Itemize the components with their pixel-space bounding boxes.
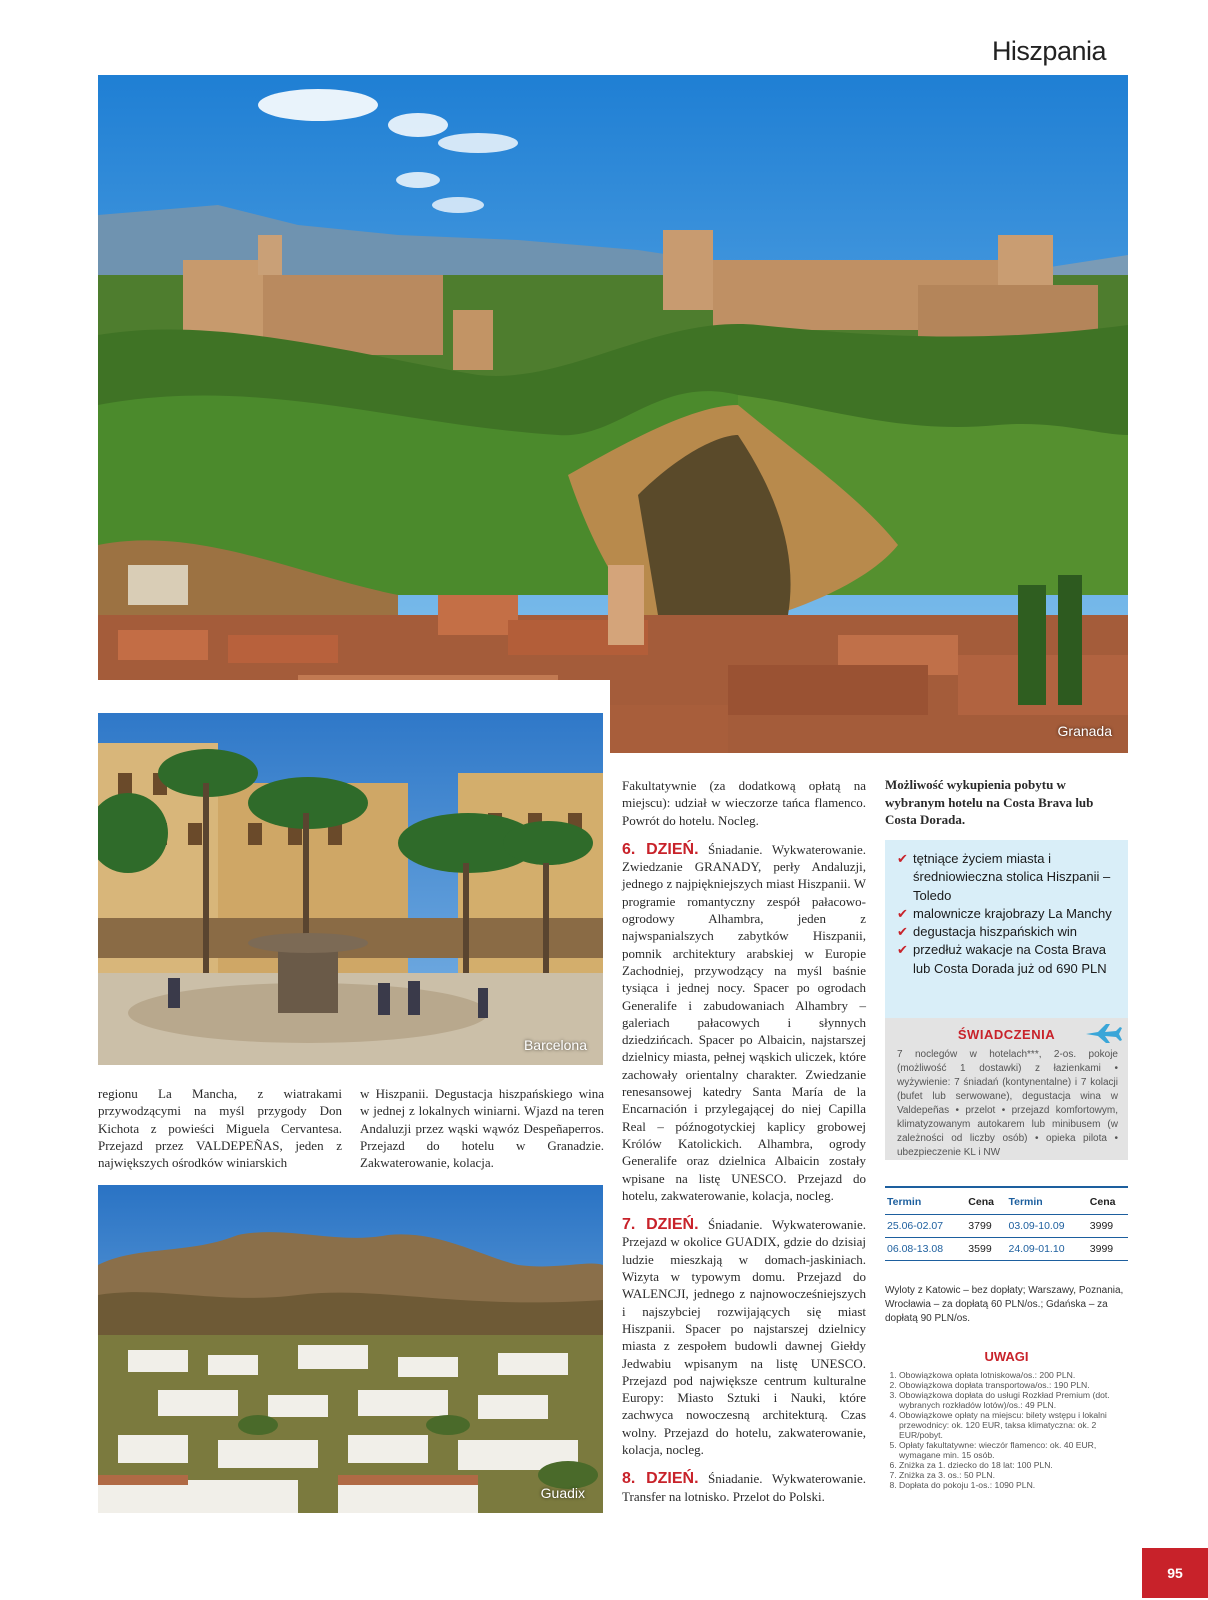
- day-6: [622, 841, 866, 1204]
- day-6-title: 6. DZIEŃ.: [622, 840, 699, 858]
- check-icon: ✔: [897, 942, 908, 958]
- highlights-box: [885, 840, 1128, 1018]
- price-header-term: Termin: [1008, 1196, 1043, 1208]
- barcelona-caption: Barcelona: [523, 1037, 587, 1053]
- list-item: 5. Opłaty fakultatywne: wieczór flamenco: ok. 40 EUR, wymagane min. 15 osób.: [899, 1440, 1128, 1460]
- day-7-title: 7. DZIEŃ.: [622, 1216, 699, 1234]
- list-item: 3. Obowiązkowa dopłata do usługi Rozkład Premium (dot. wybranych rozkładów lotów)/os.: 49 PLN.: [899, 1390, 1128, 1410]
- granada-caption: Granada: [1057, 723, 1112, 739]
- check-icon: ✔: [897, 851, 908, 866]
- list-item: 4. Obowiązkowe opłaty na miejscu: bilety wstępu i lokalni przewodnicy: ok. 120 EUR, taksa klimatyczna: ok. 2 EUR/pobyt.: [899, 1410, 1128, 1440]
- highlight-item: ✔ malownicze krajobrazy La Manchy: [897, 905, 1118, 923]
- barcelona-photo: [98, 713, 603, 1065]
- highlight-item: ✔ przedłuż wakacje na Costa Brava lub Costa Dorada już od 690 PLN: [897, 942, 1107, 976]
- page-number: 95: [1142, 1548, 1208, 1598]
- table-row: 06.08-13.08 3599 24.09-01.10 3999: [885, 1238, 1128, 1261]
- services-title: ŚWIADCZENIA: [957, 1027, 1056, 1042]
- text-valdepenas: w Hiszpanii. Degustacja hiszpańskiego wina w jednej z lokalnych winiarni. Wjazd na teren Andaluzji przez wąski wąwóz Despeñaperros. Przejazd do hotelu w Granadzie. Zakwaterowanie, kolacja.: [360, 1086, 604, 1171]
- granada-photo: [98, 75, 1128, 753]
- list-item: 6. Zniżka za 1. dziecko do 18 lat: 100 PLN.: [899, 1460, 1128, 1470]
- day-8-text: Śniadanie. Wykwaterowanie. Transfer na lotnisko. Przelot do Polski.: [622, 1471, 867, 1504]
- day-7-text: Śniadanie. Wykwaterowanie. Przejazd w okolice GUADIX, gdzie do dzisiaj ludzie mieszkają w domach-jaskiniach. Wizyta w typowym domu. Przejazd do WALENCJI, jednego z najnowocześniejszych i najszybciej rozwijających się miast Hiszpanii. Spacer po najstarszej dzielnicy miasta z zespołem budowli dawnej Giełdy Jedwabiu wpisanym na listę UNESCO. Przejazd pod największe centrum kulturalne Europy: Miasto Sztuki i Nauki, które zachwyca nowoczesną architekturą. Czas wolny. Przejazd do hotelu, zakwaterowanie, kolacja, nocleg.: [622, 1217, 867, 1457]
- list-item: 1. Obowiązkowa opłata lotniskowa/os.: 200 PLN.: [899, 1370, 1128, 1380]
- day-8-title: 8. DZIEŃ.: [622, 1470, 699, 1488]
- price-header-term: Termin: [887, 1196, 922, 1208]
- price-header-price: Cena: [1089, 1196, 1116, 1208]
- text-la-mancha: regionu La Mancha, z wiatrakami przywodzącymi na myśl przygody Don Kichota z powieści Miguela Cervantesa. Przejazd przez VALDEPEÑAS, jeden z największych ośrodków winiarskich: [98, 1086, 342, 1171]
- table-row: 25.06-02.07 3799 03.09-10.09 3999: [885, 1215, 1128, 1238]
- check-icon: ✔: [897, 905, 908, 921]
- text-flamenco: Fakultatywnie (za dodatkową opłatą na miejscu): udział w wieczorze tańca flamenco. Powrót do hotelu. Nocleg.: [622, 778, 866, 828]
- notes-list: [885, 1370, 1128, 1490]
- itinerary-column: [622, 777, 866, 1505]
- plane-icon: [1084, 1022, 1122, 1049]
- day-6-text: Śniadanie. Wykwaterowanie. Zwiedzanie GRANADY, perły Andaluzji, jednego z najpiękniejszych miast Hiszpanii. W programie romantyczny zespół pałacowo-ogrodowy Alhambra, jeden z najwspanialszych zabytków Hiszpanii, pomnik architektury arabskiej w Europie Zachodniej, przywodzący na myśl baśnie tysiąca i jednej nocy. Spacer po ogrodach Generalife i zabudowaniach Alhambry – galeriach pałacowych i słynnych dziedzińcach. Spacer po Albaicin, najstarszej dzielnicy miasta, pełnej wąskich uliczek, które zachowały orientalny charakter. Zwiedzanie renesansowej katedry Santa María de la Encarnación i przylegającej do niej Capilla Real – późnogotyckiej kaplicy grobowej Królów Katolickich. Alhambra, ogrody Generalife oraz dzielnica Albaicin zostały wpisane na listę UNESCO. Przejazd do hotelu, zakwaterowanie, kolacja, nocleg.: [622, 841, 867, 1203]
- list-item: 2. Obowiązkowa dopłata transportowa/os.: 190 PLN.: [899, 1380, 1128, 1390]
- services-text: 7 noclegów w hotelach***, 2-os. pokoje (możliwość 1 dostawki) z łazienkami • wyżywienie: 7 śniadań (kontynentalne) i 7 kolacji (bufet lub serwowane), degustacja wina w Valdepeñas • przelot • przejazd komfortowym, klimatyzowanym autokarem lub minibusem (w zależności od liczby osób) • opieka pilota • ubezpieczenie KL i NW: [897, 1049, 1118, 1158]
- highlight-item: ✔ tętniące życiem miasta i średniowieczna stolica Hiszpanii – Toledo: [897, 851, 1111, 903]
- price-table: [885, 1188, 1128, 1261]
- price-header-price: Cena: [968, 1196, 994, 1208]
- list-item: 7. Zniżka za 3. os.: 50 PLN.: [899, 1470, 1128, 1480]
- services-box: [885, 1018, 1128, 1160]
- costa-brava-intro: Możliwość wykupienia pobytu w wybranym hotelu na Costa Brava lub Costa Dorada.: [885, 777, 1094, 827]
- flights-note: Wyloty z Katowic – bez dopłaty; Warszawy, Poznania, Wrocławia – za dopłatą 60 PLN/os.; Gdańska – za dopłatą 90 PLN/os.: [885, 1285, 1124, 1324]
- guadix-caption: Guadix: [540, 1485, 585, 1501]
- highlight-item: ✔ degustacja hiszpańskich win: [897, 923, 1118, 941]
- check-icon: ✔: [897, 924, 908, 940]
- day-8: [622, 1470, 866, 1505]
- list-item: 8. Dopłata do pokoju 1-os.: 1090 PLN.: [899, 1480, 1128, 1490]
- page-title-country: Hiszpania: [991, 36, 1106, 66]
- guadix-photo: [98, 1185, 603, 1513]
- day-7: [622, 1216, 866, 1458]
- notes-title: UWAGI: [984, 1349, 1029, 1364]
